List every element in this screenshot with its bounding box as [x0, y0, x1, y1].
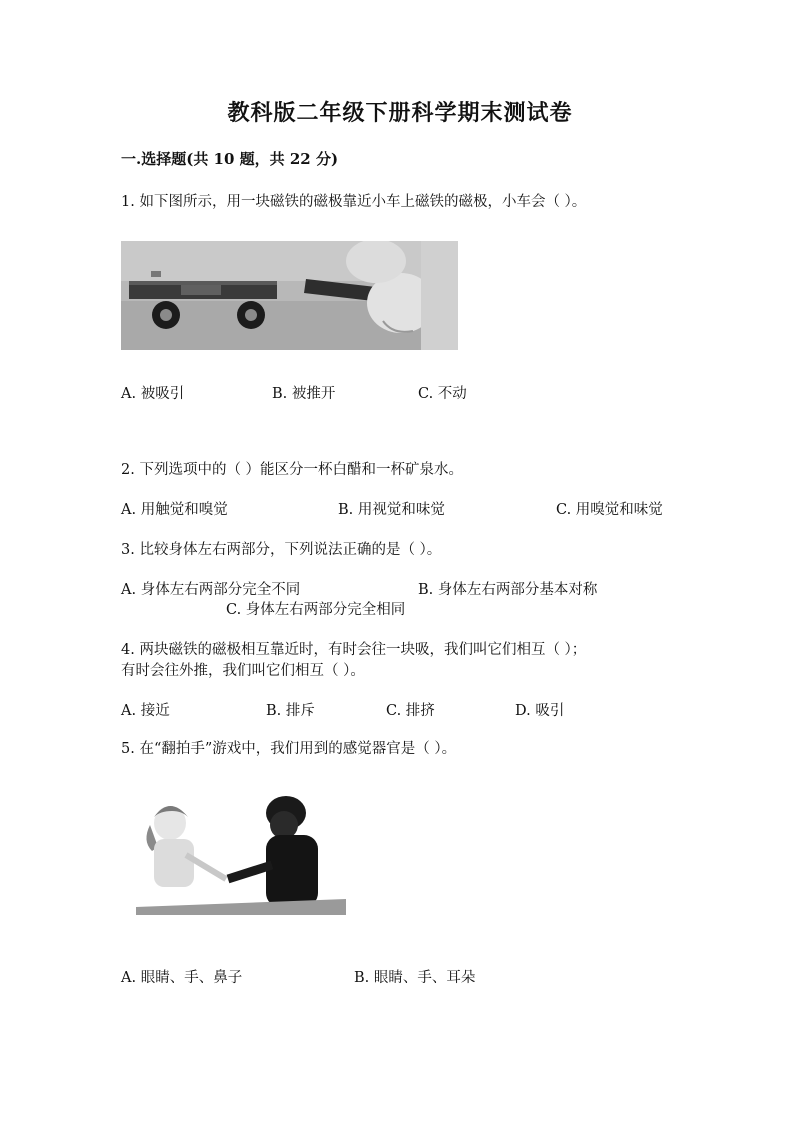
q3-option-c: C. 身体左右两部分完全相同: [226, 602, 406, 618]
q4-option-a: A. 接近: [121, 703, 170, 719]
q1-option-a: A. 被吸引: [121, 386, 185, 402]
section-heading: 一.选择题(共 10 题，共 22 分): [121, 150, 339, 168]
q1-option-b: B. 被推开: [272, 386, 336, 402]
question-4-stem-line1: 4. 两块磁铁的磁极相互靠近时，有时会往一块吸，我们叫它们相互（ ）；: [121, 642, 587, 658]
q3-option-a: A. 身体左右两部分完全不同: [121, 582, 301, 598]
question-3-stem: 3. 比较身体左右两部分，下列说法正确的是（ ）。: [121, 542, 442, 558]
magnet-car-photo: [121, 241, 458, 350]
q4-option-d: D. 吸引: [515, 703, 565, 719]
q2-option-a: A. 用触觉和嗅觉: [121, 502, 228, 518]
question-4-stem-line2: 有时会往外推，我们叫它们相互（ ）。: [121, 663, 365, 679]
clapping-game-photo: [136, 795, 346, 915]
q5-option-a: A. 眼睛、手、鼻子: [121, 970, 243, 986]
q1-option-c: C. 不动: [418, 386, 467, 402]
page-title: 教科版二年级下册科学期末测试卷: [227, 100, 573, 126]
q2-option-c: C. 用嗅觉和味觉: [556, 502, 663, 518]
q3-option-b: B. 身体左右两部分基本对称: [418, 582, 598, 598]
q4-option-c: C. 排挤: [386, 703, 435, 719]
q2-option-b: B. 用视觉和味觉: [338, 502, 445, 518]
q4-option-b: B. 排斥: [266, 703, 315, 719]
question-2-stem: 2. 下列选项中的（ ）能区分一杯白醋和一杯矿泉水。: [121, 462, 464, 478]
q5-option-b: B. 眼睛、手、耳朵: [354, 970, 476, 986]
question-5-stem: 5. 在“翻拍手”游戏中，我们用到的感觉器官是（ ）。: [121, 741, 457, 757]
question-1-stem: 1. 如下图所示，用一块磁铁的磁极靠近小车上磁铁的磁极，小车会（ ）。: [121, 194, 587, 210]
